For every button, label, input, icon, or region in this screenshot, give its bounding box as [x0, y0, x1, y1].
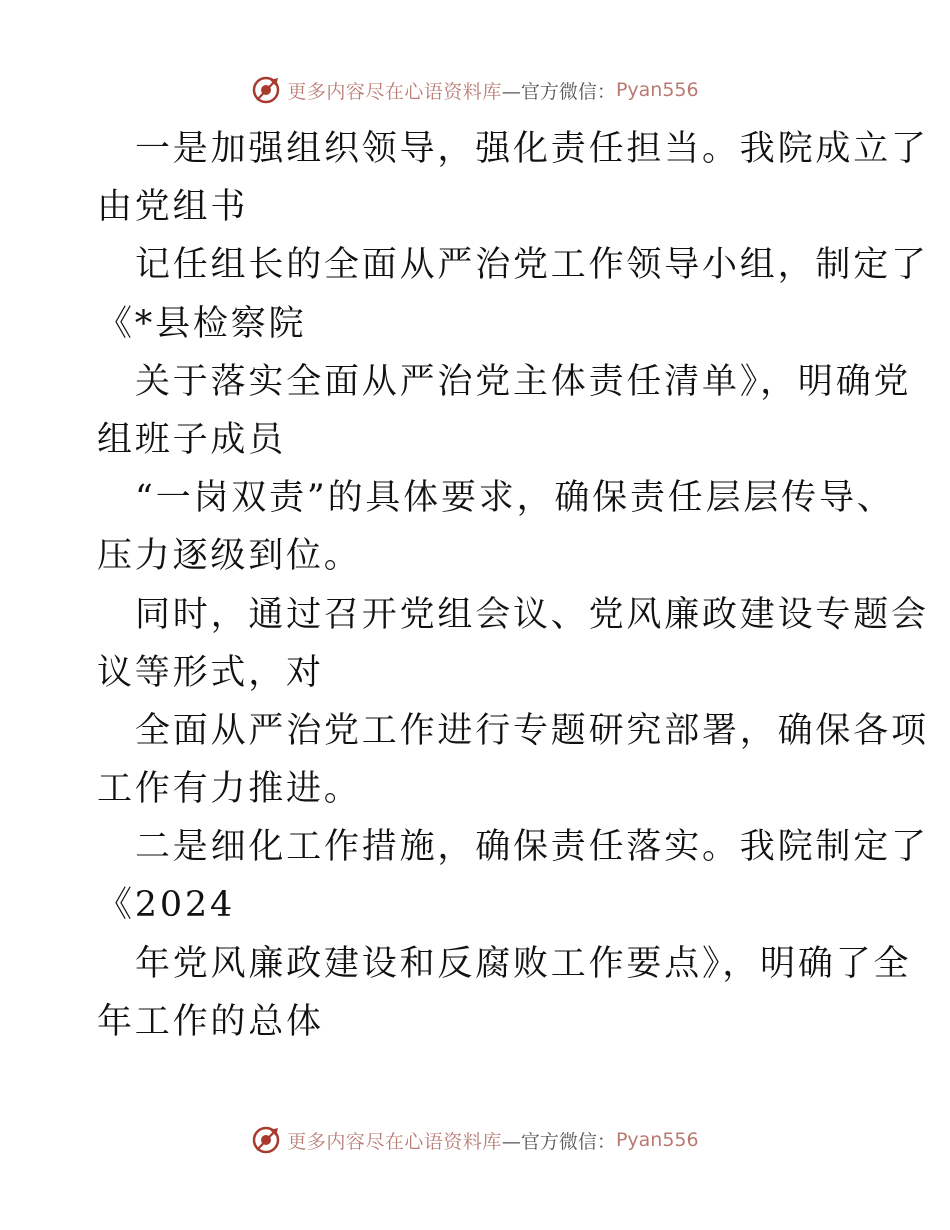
text-line: 关于落实全面从严治党主体责任清单》，明确党 [135, 361, 912, 402]
text-line: 记任组长的全面从严治党工作领导小组，制定了 [135, 245, 929, 286]
watermark-separator: —官方微信： [501, 80, 616, 103]
text-line: 压力逐级到位。 [97, 536, 362, 577]
watermark-wechat-id: Pyan556 [615, 1129, 699, 1151]
text-line: 《2024 [97, 885, 236, 926]
watermark-wechat-id: Pyan556 [615, 79, 699, 101]
watermark-separator: —官方微信： [501, 1130, 616, 1153]
text-line: 年工作的总体 [97, 1001, 324, 1042]
text-line: “一岗双责”的具体要求，确保责任层层传导、 [135, 478, 895, 519]
text-line: 同时，通过召开党组会议、党风廉政建设专题会 [135, 594, 929, 635]
text-line: 全面从严治党工作进行专题研究部署，确保各项 [135, 710, 929, 751]
watermark-title: 更多内容尽在心语资料库 [287, 80, 502, 103]
footer-watermark [0, 1123, 950, 1157]
text-line: 组班子成员 [97, 419, 287, 460]
quill-logo-icon [251, 75, 281, 105]
header-watermark [0, 73, 950, 107]
watermark-title: 更多内容尽在心语资料库 [287, 1130, 502, 1153]
text-line: 《*县检察院 [97, 303, 307, 344]
quill-logo-icon [251, 1125, 281, 1155]
text-line: 一是加强组织领导，强化责任担当。我院成立了 [135, 129, 929, 169]
document-body [97, 120, 929, 1051]
text-line: 二是细化工作措施，确保责任落实。我院制定了 [135, 827, 929, 868]
text-line: 工作有力推进。 [97, 769, 362, 810]
text-line: 议等形式，对 [97, 652, 324, 693]
text-line: 由党组书 [97, 187, 249, 228]
text-line: 年党风廉政建设和反腐败工作要点》，明确了全 [135, 943, 912, 984]
